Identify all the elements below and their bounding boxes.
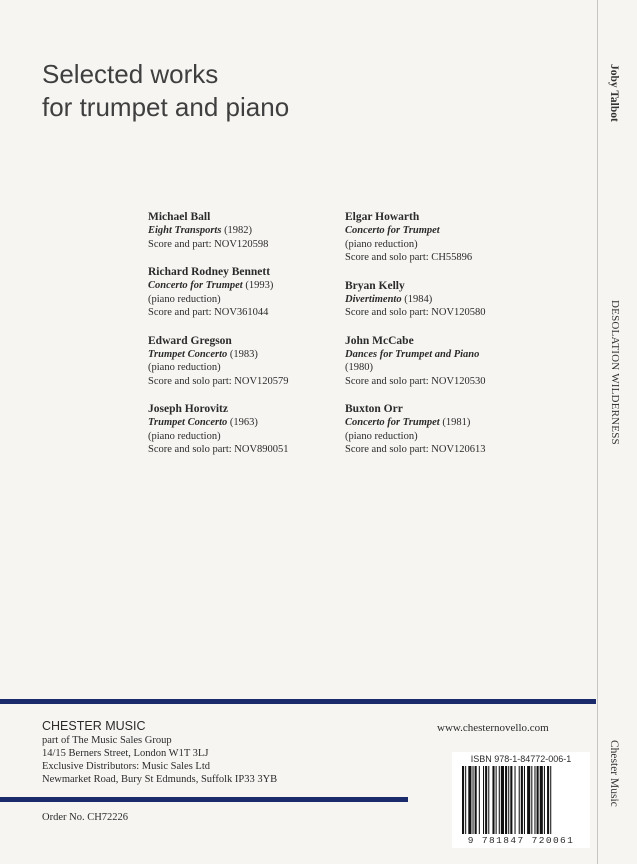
work-title-line bbox=[345, 224, 545, 238]
bottom-rule bbox=[0, 797, 408, 802]
work-title-line bbox=[148, 416, 345, 430]
work-detail: Score and solo part: NOV120613 bbox=[345, 444, 486, 455]
work-entry bbox=[345, 334, 545, 389]
work-title: Concerto for Trumpet bbox=[345, 417, 440, 428]
barcode-digits: 9 781847 720061 bbox=[467, 835, 575, 846]
composer-name: Joseph Horovitz bbox=[148, 403, 228, 415]
barcode-bar bbox=[479, 766, 480, 834]
isbn-label: ISBN 978-1-84772-006-1 bbox=[470, 754, 572, 764]
composer-name: Elgar Howarth bbox=[345, 211, 420, 223]
work-detail: Score and solo part: NOV890051 bbox=[148, 444, 289, 455]
work-entry bbox=[148, 334, 345, 389]
barcode-bar bbox=[540, 766, 543, 834]
barcode-bar bbox=[531, 766, 532, 834]
barcode-bar bbox=[505, 766, 507, 834]
work-year: (1984) bbox=[401, 293, 433, 305]
work-year: (1983) bbox=[227, 348, 258, 360]
spine-divider bbox=[597, 0, 598, 864]
barcode-bar bbox=[473, 766, 474, 834]
work-entry bbox=[148, 265, 345, 320]
publisher-block bbox=[42, 718, 277, 786]
work-entry bbox=[345, 402, 545, 457]
work-detail: (piano reduction) bbox=[148, 430, 221, 442]
work-entry bbox=[345, 279, 545, 320]
composer-name: Michael Ball bbox=[148, 211, 211, 223]
work-detail: (piano reduction) bbox=[345, 430, 418, 442]
composer-name: Edward Gregson bbox=[148, 334, 232, 347]
publisher-distributor-address: Newmarket Road, Bury St Edmunds, Suffolk IP33 3YB bbox=[42, 774, 278, 785]
barcode-bar bbox=[465, 766, 466, 834]
composer-name: Bryan Kelly bbox=[345, 279, 405, 292]
work-detail: Score and part: NOV361044 bbox=[148, 307, 269, 318]
barcode-bar bbox=[550, 766, 551, 834]
work-entry bbox=[148, 210, 345, 251]
barcode-bar bbox=[537, 766, 539, 834]
work-title: Divertimento bbox=[345, 293, 402, 305]
composer-name: Richard Rodney Bennett bbox=[148, 266, 271, 278]
work-title-line bbox=[345, 293, 545, 307]
barcode-bar bbox=[521, 766, 523, 834]
spine-title: DESOLATION WILDERNESS bbox=[609, 300, 621, 445]
barcode-bars bbox=[452, 752, 590, 848]
barcode-bar bbox=[547, 766, 549, 834]
work-title: Concerto for Trumpet bbox=[345, 225, 440, 236]
work-detail: Score and part: NOV120598 bbox=[148, 238, 269, 250]
work-title-line bbox=[345, 348, 545, 362]
barcode-bar bbox=[508, 766, 509, 834]
work-title-line bbox=[345, 416, 545, 430]
works-column-left bbox=[148, 210, 345, 471]
page-title bbox=[42, 58, 289, 124]
barcode-bar bbox=[485, 766, 487, 834]
spine-publisher: Chester Music bbox=[608, 740, 620, 807]
publisher-line: part of The Music Sales Group bbox=[42, 735, 172, 746]
work-detail: Score and solo part: NOV120579 bbox=[148, 375, 289, 387]
barcode-bar bbox=[468, 766, 471, 834]
work-title-line bbox=[148, 224, 345, 238]
work-detail: (piano reduction) bbox=[148, 293, 221, 305]
barcode-bar bbox=[524, 766, 525, 834]
work-title: Dances for Trumpet and Piano bbox=[345, 348, 480, 360]
work-detail: (piano reduction) bbox=[148, 362, 221, 373]
barcode-bar bbox=[499, 766, 500, 834]
works-column-right bbox=[345, 210, 545, 471]
work-detail: (1980) bbox=[345, 362, 373, 373]
barcode-bar bbox=[462, 766, 464, 834]
barcode bbox=[452, 752, 590, 848]
barcode-bar bbox=[527, 766, 530, 834]
barcode-bar bbox=[510, 766, 512, 834]
title-line-1: Selected works bbox=[42, 59, 219, 89]
work-year: (1963) bbox=[227, 417, 258, 428]
barcode-bar bbox=[475, 766, 477, 834]
publisher-address: 14/15 Berners Street, London W1T 3LJ bbox=[42, 748, 209, 759]
barcode-bar bbox=[488, 766, 489, 834]
spine-author: Joby Talbot bbox=[608, 64, 620, 122]
work-detail: Score and solo part: NOV120530 bbox=[345, 375, 486, 387]
work-entry bbox=[345, 210, 545, 265]
work-title: Trumpet Concerto bbox=[148, 348, 228, 360]
work-year: (1982) bbox=[221, 225, 253, 236]
work-detail: (piano reduction) bbox=[345, 238, 418, 250]
barcode-bar bbox=[519, 766, 520, 834]
work-title: Trumpet Concerto bbox=[148, 417, 228, 428]
title-line-2: for trumpet and piano bbox=[42, 92, 290, 122]
work-detail: Score and solo part: CH55896 bbox=[345, 252, 473, 263]
work-title-line bbox=[148, 279, 345, 293]
top-rule bbox=[0, 699, 596, 704]
publisher-distributor: Exclusive Distributors: Music Sales Ltd bbox=[42, 761, 210, 772]
publisher-name: CHESTER MUSIC bbox=[42, 719, 146, 733]
barcode-bar bbox=[515, 766, 516, 834]
work-year: (1981) bbox=[439, 417, 471, 428]
barcode-bar bbox=[501, 766, 504, 834]
barcode-bar bbox=[544, 766, 545, 834]
composer-name: Buxton Orr bbox=[345, 403, 403, 415]
composer-name: John McCabe bbox=[345, 334, 414, 347]
barcode-bar bbox=[483, 766, 484, 834]
barcode-bar bbox=[534, 766, 535, 834]
works-list bbox=[148, 210, 545, 471]
work-detail: Score and solo part: NOV120580 bbox=[345, 307, 486, 318]
barcode-bar bbox=[492, 766, 494, 834]
work-title-line bbox=[148, 348, 345, 362]
work-title: Eight Transports bbox=[148, 225, 222, 236]
barcode-bar bbox=[496, 766, 497, 834]
work-title: Concerto for Trumpet bbox=[148, 280, 243, 291]
order-number: Order No. CH72226 bbox=[42, 812, 129, 823]
website-link[interactable]: www.chesternovello.com bbox=[437, 722, 549, 734]
work-entry bbox=[148, 402, 345, 457]
work-year: (1993) bbox=[242, 280, 274, 291]
